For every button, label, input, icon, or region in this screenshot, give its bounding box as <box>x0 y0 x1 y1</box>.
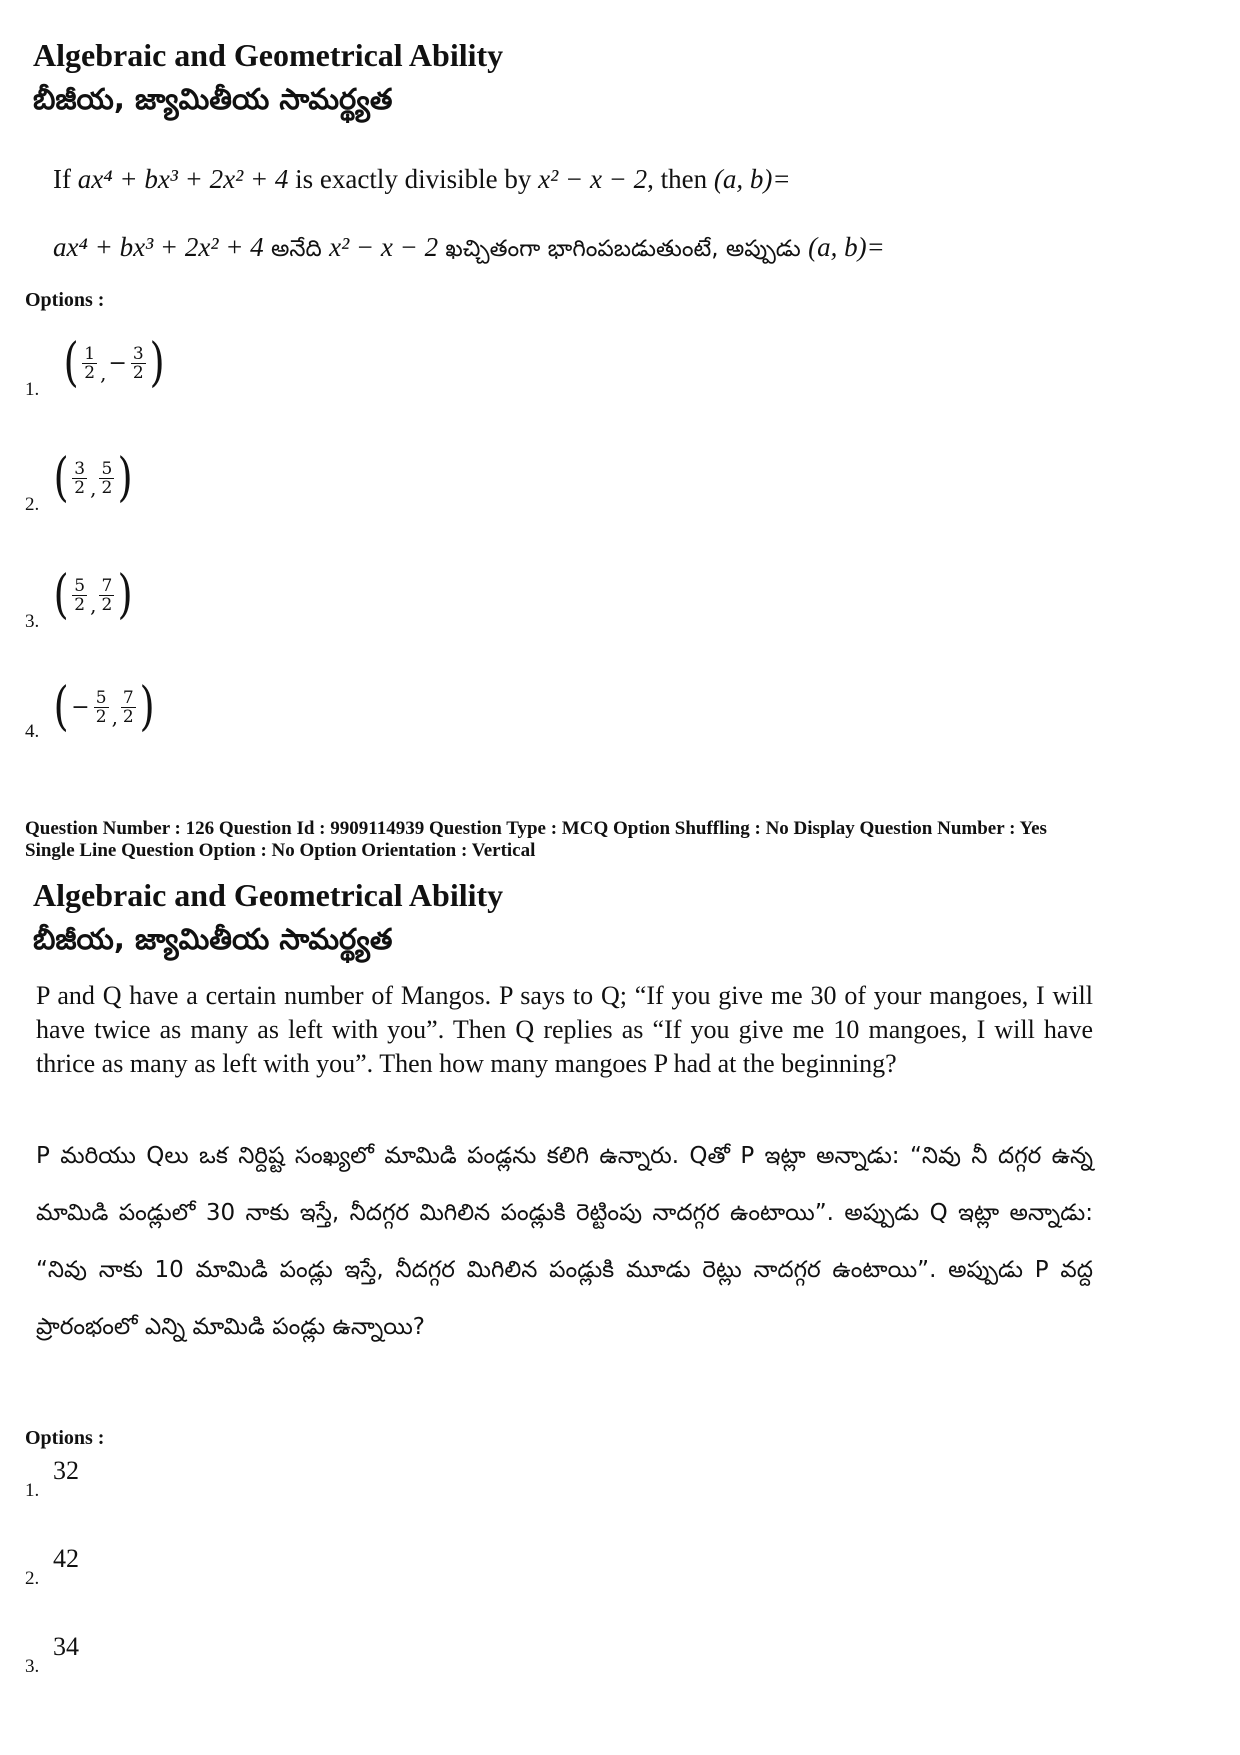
question-text-telugu <box>53 231 1173 265</box>
option-value: 34 <box>53 1632 79 1661</box>
fraction-b: $\frac{3}{2}$ <box>132 343 144 383</box>
section-title: Algebraic and Geometrical Ability <box>33 877 504 913</box>
options-label: Options : <box>25 1427 105 1449</box>
question-meta-line-1: Question Number : 126 Question Id : 9909114939 Question Type : MCQ Option Shuffling : No Display Question Number : Yes <box>25 818 1047 839</box>
question-suffix: , then <box>647 164 714 194</box>
question-prefix: If <box>53 164 78 194</box>
question-text-english <box>53 163 1153 195</box>
option-number: 3. <box>25 611 40 632</box>
fraction-a: $\frac{5}{2}$ <box>74 575 86 615</box>
divisor-expression: x² − x − 2 <box>329 232 439 262</box>
option-value: 32 <box>53 1456 79 1485</box>
fraction-b: $\frac{5}{2}$ <box>101 458 113 498</box>
option-number: 3. <box>25 1656 40 1677</box>
fraction-b: $\frac{7}{2}$ <box>101 575 113 615</box>
option-number: 4. <box>25 721 40 742</box>
question-suffix-telugu: ఖచ్చితంగా భాగింపబడుతుంటే, అప్పుడు <box>438 236 809 262</box>
fraction-pair: ( $\frac{3}{2}$ , $\frac{5}{2}$ ) <box>53 448 134 508</box>
option-value: 42 <box>53 1544 79 1573</box>
option-number: 1. <box>25 379 40 400</box>
question-meta-line-2: Single Line Question Option : No Option Orientation : Vertical <box>25 840 536 861</box>
fraction-a: $\frac{1}{2}$ <box>84 343 96 383</box>
section-title-telugu: బీజీయ, జ్యామితీయ సామర్థ్యత <box>33 82 393 116</box>
fraction-a: $\frac{5}{2}$ <box>95 687 107 727</box>
divisor-expression: x² − x − 2 <box>538 164 648 194</box>
section-title-telugu: బీజీయ, జ్యామితీయ సామర్థ్యత <box>33 922 393 956</box>
option-number: 2. <box>25 494 40 515</box>
fraction-pair: ( $\frac{5}{2}$ , $\frac{7}{2}$ ) <box>53 565 134 625</box>
answer-pair: (a, b)= <box>713 164 791 194</box>
fraction-b: $\frac{7}{2}$ <box>122 687 134 727</box>
question-text-english: P and Q have a certain number of Mangos. P says to Q; “If you give me 30 of your mangoes, I will have twice as many as left with you”. Then Q replies as “If you give me 10 mangoes, I will have thrice as many as left with you”. Then how many mangoes P had at the beginning? <box>36 981 1093 1078</box>
option-number: 1. <box>25 1480 40 1501</box>
fraction-pair: ( − $\frac{5}{2}$ , $\frac{7}{2}$ ) <box>53 677 155 737</box>
options-label: Options : <box>25 289 105 311</box>
option-number: 2. <box>25 1568 40 1589</box>
question-text-telugu: P మరియు Qలు ఒక నిర్దిష్ట సంఖ్యలో మామిడి పండ్లను కలిగి ఉన్నారు. Qతో P ఇట్లా అన్నాడు: “నివు నీ దగ్గర ఉన్న మామిడి పండ్లులో 30 నాకు ఇస్తే, నీదగ్గర మిగిలిన పండ్లుకి రెట్టింపు నాదగ్గర ఉంటాయి”. అప్పుడు Q ఇట్లా అన్నాడు: “నివు నాకు 10 మామిడి పండ్లు ఇస్తే, నీదగ్గర మిగిలిన పండ్లుకి మూడు రెట్లు నాదగ్గర ఉంటాయి”. అప్పుడు P వద్ద ప్రారంభంలో ఎన్ని మామిడి పండ్లు ఉన్నాయి? <box>36 1143 1093 1340</box>
question-mid-telugu: అనేది <box>263 236 330 262</box>
polynomial-expression: ax⁴ + bx³ + 2x² + 4 <box>53 232 264 262</box>
question-mid: is exactly divisible by <box>288 164 539 194</box>
polynomial-expression: ax⁴ + bx³ + 2x² + 4 <box>77 164 289 194</box>
answer-pair: (a, b)= <box>808 232 885 262</box>
fraction-a: $\frac{3}{2}$ <box>74 458 86 498</box>
section-title: Algebraic and Geometrical Ability <box>33 37 504 73</box>
fraction-pair: ( $\frac{1}{2}$ , − $\frac{3}{2}$ ) <box>63 333 165 393</box>
